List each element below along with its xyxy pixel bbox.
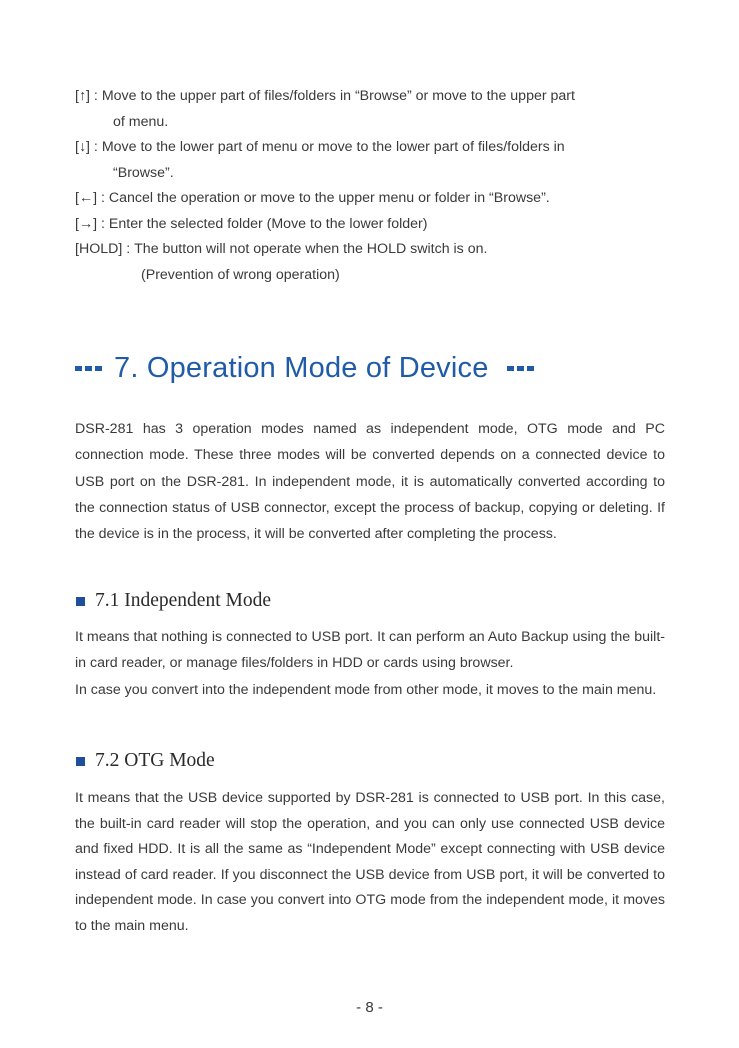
key-label: [←] : [75, 190, 109, 206]
key-label: [↓] : [75, 139, 102, 155]
key-description-continued: of menu. [113, 113, 169, 130]
square-bullet-icon [76, 597, 85, 606]
key-description: Move to the upper part of files/folders in “Browse” or move to the upper part [101, 88, 575, 104]
key-description: Move to the lower part of menu or move to the lower part of files/folders in [101, 139, 565, 155]
key-label: [↑] : [75, 88, 102, 104]
square-bullet-icon [76, 757, 85, 766]
key-description: Enter the selected folder (Move to the lower folder) [108, 215, 428, 232]
key-item-left [75, 186, 675, 212]
subsection-title: 7.2 OTG Mode [95, 750, 215, 771]
section-heading [75, 352, 675, 385]
key-function-list [75, 84, 675, 288]
key-item-up [75, 84, 675, 110]
paragraph: It means that nothing is connected to USB port. It can perform an Auto Backup using the built-in card reader, or manage files/folders in HDD or cards using browser. [75, 629, 665, 672]
subsection-body-7-2: It means that the USB device supported by DSR-281 is connected to USB port. In this case, the built-in card reader will stop the operation, and you can only use connected USB device and fixed HDD. It is all the same as “Independent Mode” except connecting with USB device instead of card reader. If you disconnect the USB device from USB port, it will be converted to independent mode. In case you convert into OTG mode from the independent mode, it moves to the main menu. [75, 790, 665, 934]
page-number: - 8 - [356, 999, 383, 1016]
heading-dots-icon [507, 366, 534, 371]
key-description: The button will not operate when the HOLD switch is on. [134, 241, 488, 257]
key-label: [→] : [75, 215, 109, 232]
section-intro: DSR-281 has 3 operation modes named as independent mode, OTG mode and PC connection mode. These three modes will be converted depends on a connected device to USB port on the DSR-281. In independent mode, it is automatically converted according to the connection status of USB connector, except the process of backup, copying or deleting. If the device is in the process, it will be converted after completing the process. [75, 421, 665, 543]
heading-dots-icon [75, 366, 102, 371]
key-item-right [75, 212, 675, 238]
subsection-title: 7.1 Independent Mode [95, 590, 271, 611]
key-description-continued: (Prevention of wrong operation) [141, 266, 340, 283]
paragraph: In case you convert into the independent mode from other mode, it moves to the main menu. [75, 681, 657, 698]
subsection-heading-7-1 [76, 590, 271, 612]
key-description-continued: “Browse”. [113, 164, 174, 181]
key-item-down [75, 135, 675, 161]
subsection-heading-7-2 [76, 750, 215, 772]
key-item-hold [75, 237, 675, 263]
key-label: [HOLD] : [75, 241, 135, 257]
subsection-body-7-1 [75, 624, 665, 703]
key-description: Cancel the operation or move to the upper menu or folder in “Browse”. [108, 190, 550, 206]
section-title: 7. Operation Mode of Device [114, 352, 489, 384]
